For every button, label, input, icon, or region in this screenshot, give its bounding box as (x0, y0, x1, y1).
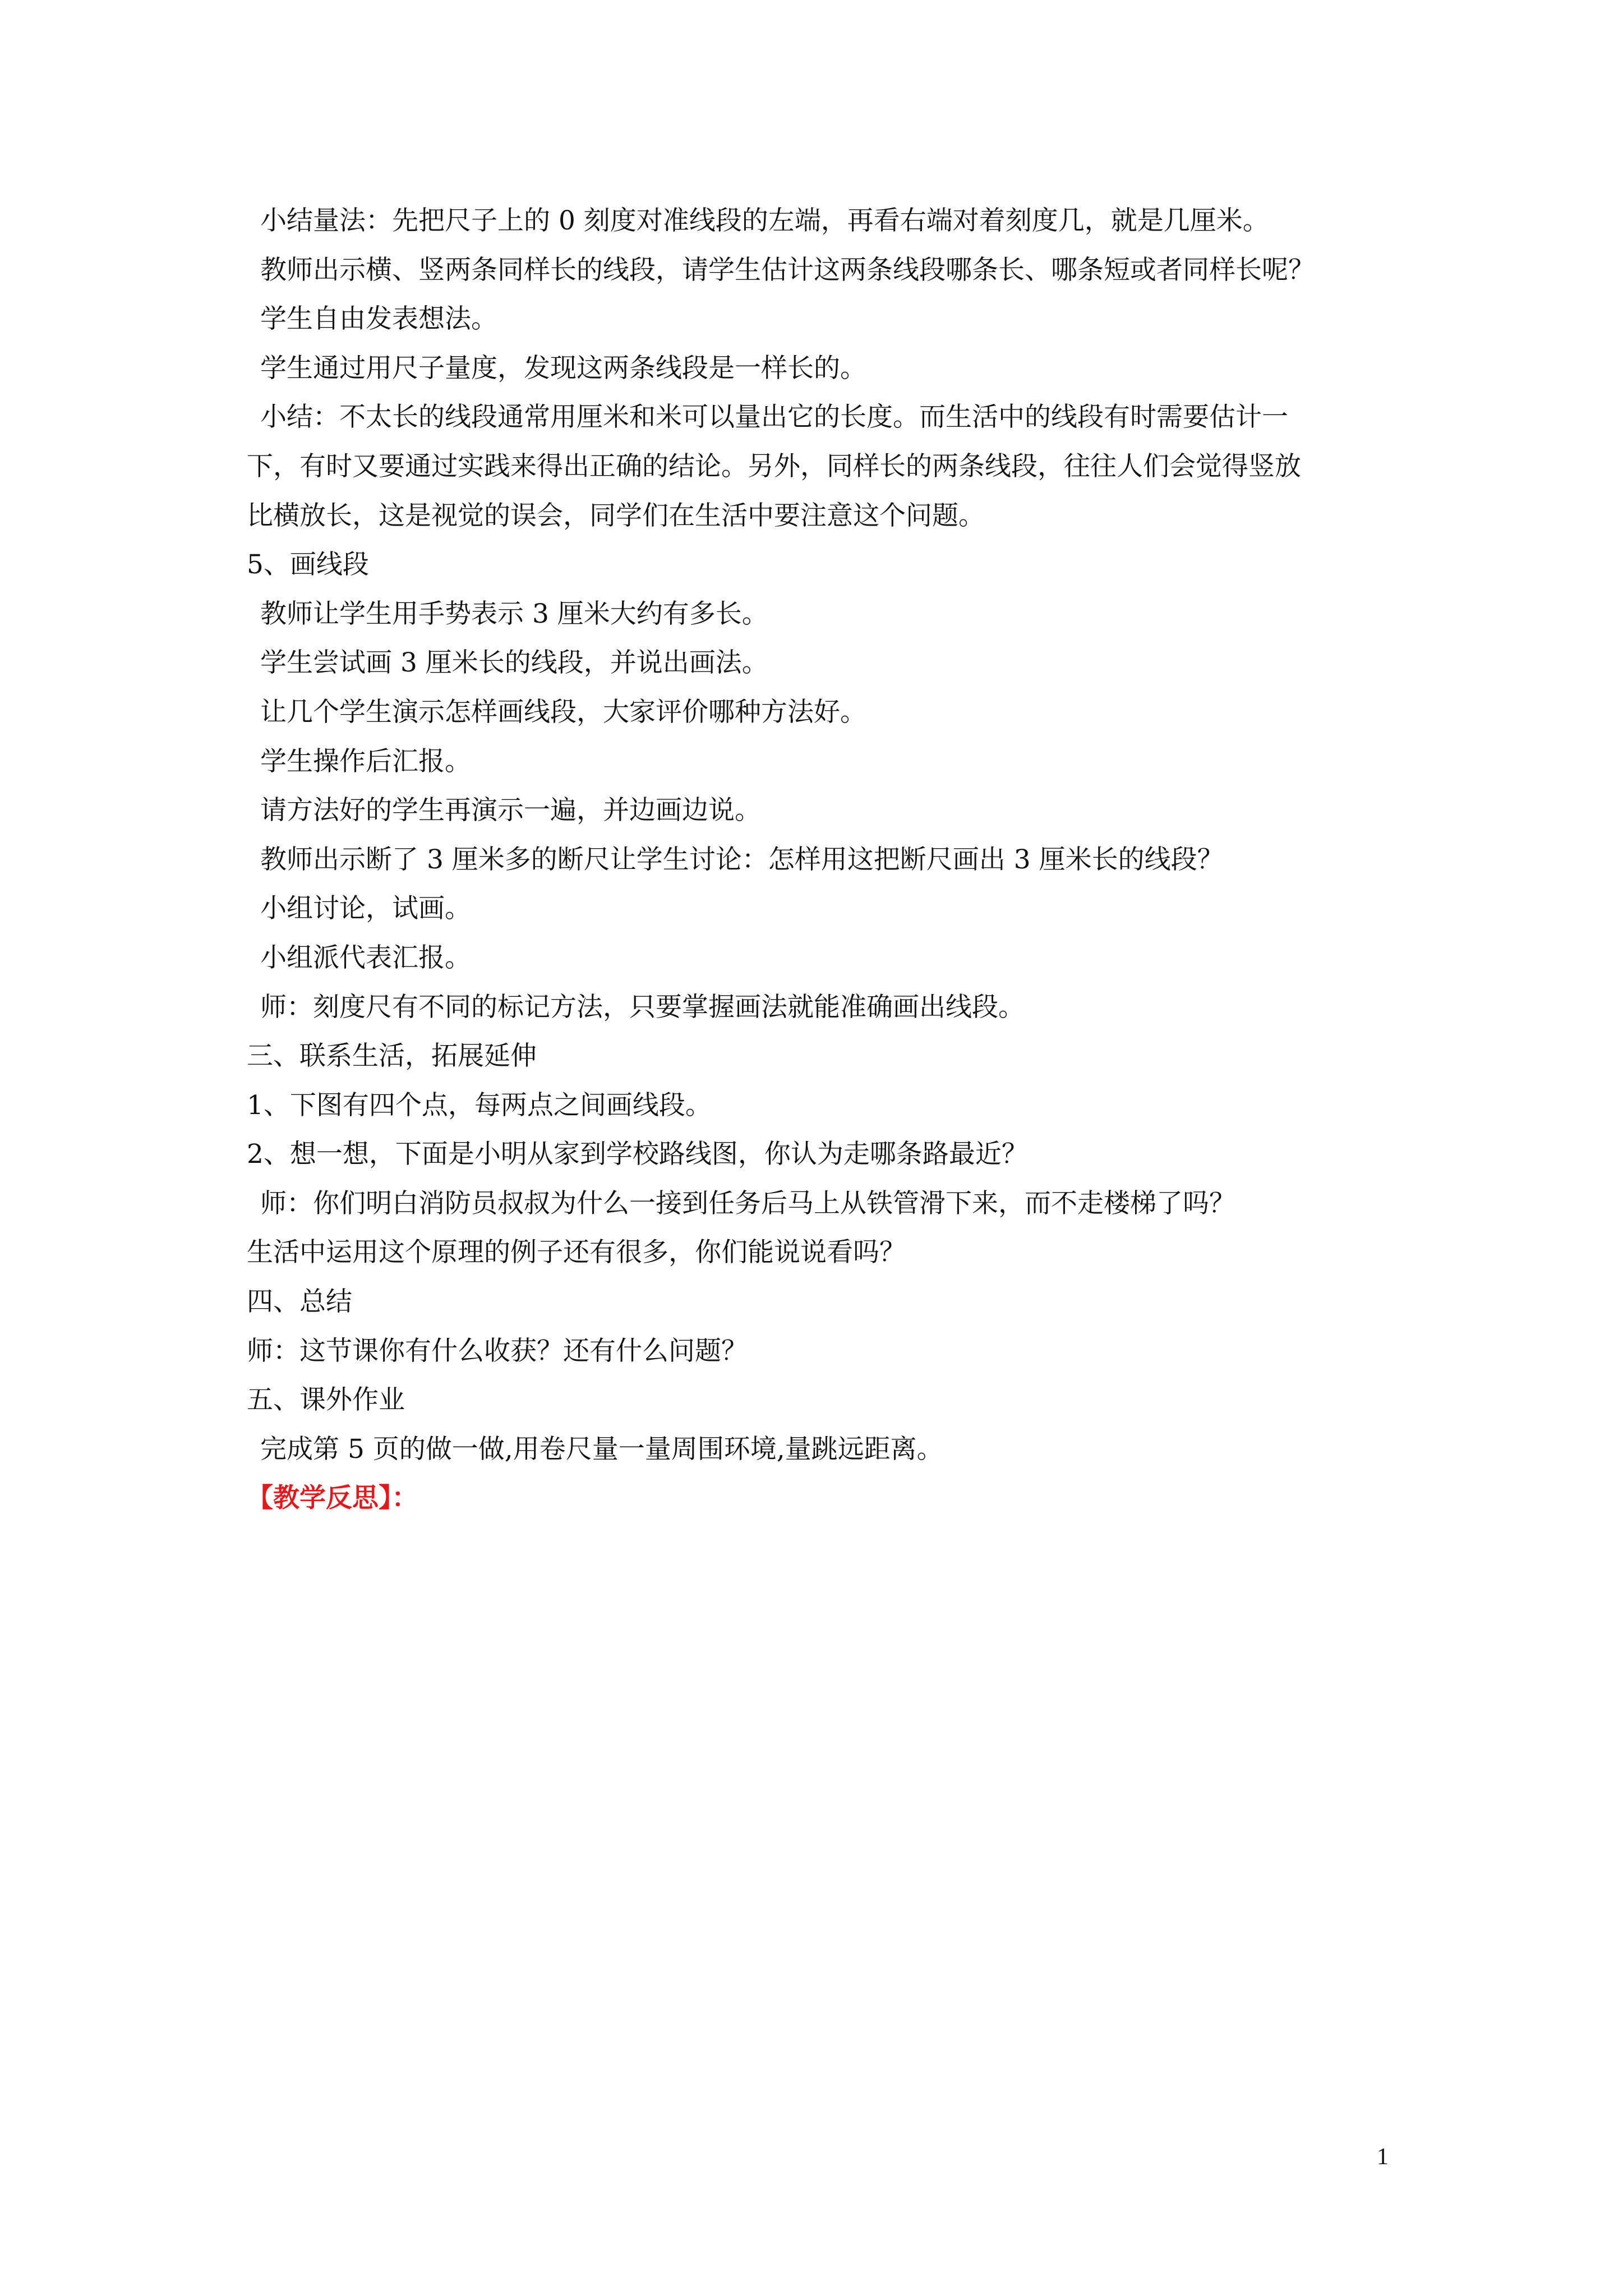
section-heading-connect-life: 三、联系生活，拓展延伸 (247, 1041, 537, 1072)
text-line-hand-gesture: 教师让学生用手势表示 3 厘米大约有多长。 (260, 598, 768, 629)
text-line-students-share-ideas: 学生自由发表想法。 (260, 303, 497, 335)
page-number: 1 (1377, 2144, 1389, 2170)
text-line-visual-illusion: 比横放长，这是视觉的误会，同学们在生活中要注意这个问题。 (247, 500, 985, 531)
text-line-firefighter-question: 师：你们明白消防员叔叔为什么一接到任务后马上从铁管滑下来，而不走楼梯了吗？ (260, 1188, 1235, 1219)
text-line-report-after-operation: 学生操作后汇报。 (260, 746, 471, 777)
text-line-homework-task: 完成第 5 页的做一做,用卷尺量一量周围环境,量跳远距离。 (260, 1433, 943, 1465)
text-line-measuring-summary: 小结量法：先把尺子上的 0 刻度对准线段的左端，再看右端对着刻度几，就是几厘米。 (260, 205, 1269, 236)
text-line-summary-start: 小结：不太长的线段通常用厘米和米可以量出它的长度。而生活中的线段有时需要估计一 (260, 402, 1288, 433)
section-heading-draw-segments: 5、画线段 (247, 549, 369, 581)
text-line-demonstrate-again: 请方法好的学生再演示一遍，并边画边说。 (260, 795, 761, 826)
text-line-four-points: 1、下图有四个点，每两点之间画线段。 (247, 1089, 712, 1121)
section-heading-homework: 五、课外作业 (247, 1384, 405, 1416)
teaching-reflection-heading: 【教学反思】： (247, 1483, 418, 1514)
text-line-broken-ruler: 教师出示断了 3 厘米多的断尺让学生讨论：怎样用这把断尺画出 3 厘米长的线段？ (260, 844, 1224, 875)
text-line-try-drawing: 学生尝试画 3 厘米长的线段，并说出画法。 (260, 647, 768, 679)
text-line-summary-continued: 下，有时又要通过实践来得出正确的结论。另外，同样长的两条线段，往往人们会觉得竖放 (247, 450, 1301, 482)
text-line-teacher-shows-segments: 教师出示横、竖两条同样长的线段，请学生估计这两条线段哪条长、哪条短或者同样长呢？ (260, 254, 1315, 286)
text-line-demonstrate-drawing: 让几个学生演示怎样画线段，大家评价哪种方法好。 (260, 696, 866, 728)
document-body (247, 196, 1402, 1523)
text-line-ruler-marking: 师：刻度尺有不同的标记方法，只要掌握画法就能准确画出线段。 (260, 991, 1025, 1023)
text-line-route-question: 2、想一想，下面是小明从家到学校路线图，你认为走哪条路最近？ (247, 1139, 1028, 1170)
text-line-students-measure: 学生通过用尺子量度，发现这两条线段是一样长的。 (260, 352, 866, 384)
text-line-group-discussion: 小组讨论，试画。 (260, 893, 471, 924)
text-line-group-report: 小组派代表汇报。 (260, 942, 471, 973)
section-heading-summary: 四、总结 (247, 1286, 352, 1318)
text-line-life-examples: 生活中运用这个原理的例子还有很多，你们能说说看吗？ (247, 1237, 906, 1268)
text-line-lesson-reflection: 师：这节课你有什么收获？还有什么问题？ (247, 1335, 748, 1366)
